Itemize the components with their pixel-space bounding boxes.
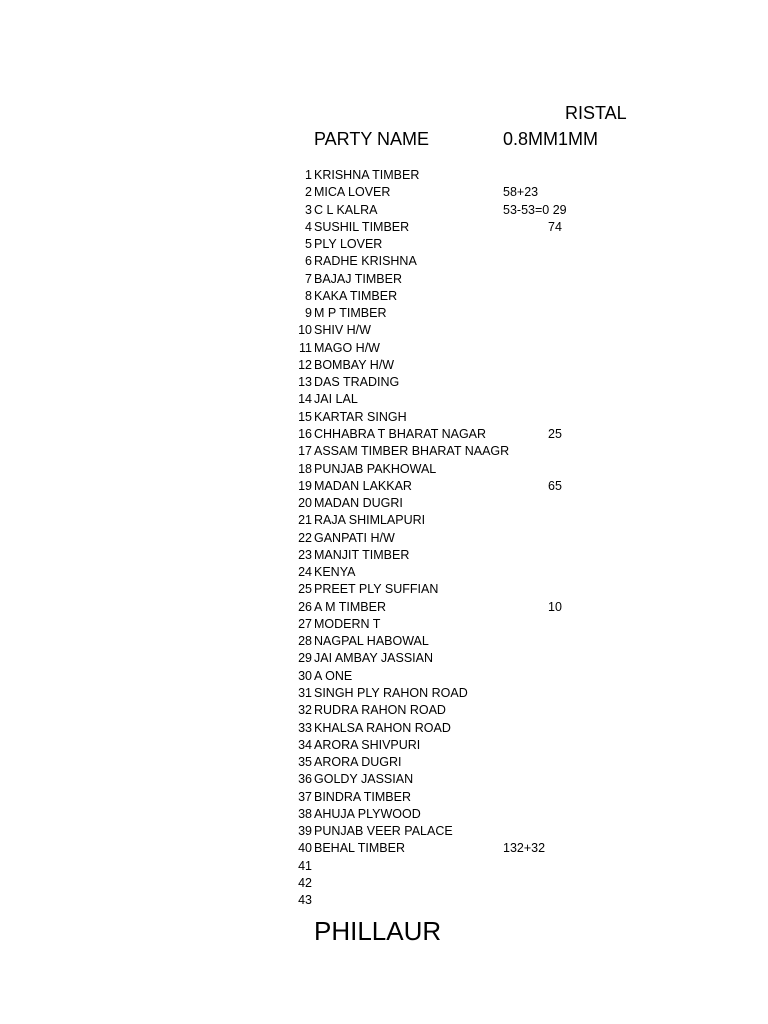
row-number: 39	[298, 824, 312, 839]
list-item	[280, 305, 700, 322]
list-item	[280, 616, 700, 633]
list-item	[280, 581, 700, 598]
value-1mm: 74	[548, 219, 562, 234]
party-name: BAJAJ TIMBER	[314, 271, 402, 286]
party-name: KHALSA RAHON ROAD	[314, 720, 451, 735]
party-name: ARORA SHIVPURI	[314, 737, 421, 752]
party-name: PUNJAB PAKHOWAL	[314, 461, 437, 476]
party-name: SUSHIL TIMBER	[314, 219, 410, 234]
row-number: 15	[298, 409, 312, 424]
party-name: ASSAM TIMBER BHARAT NAAGR	[314, 444, 510, 459]
list-item	[280, 167, 700, 184]
party-name: MICA LOVER	[314, 185, 391, 200]
row-number: 37	[298, 789, 312, 804]
party-name: RADHE KRISHNA	[314, 254, 417, 269]
list-item	[280, 737, 700, 754]
list-item	[280, 236, 700, 253]
party-name: C L KALRA	[314, 202, 378, 217]
list-item	[280, 478, 700, 495]
row-number: 7	[305, 271, 312, 286]
party-name: MANJIT TIMBER	[314, 547, 410, 562]
party-name: GANPATI H/W	[314, 530, 395, 545]
list-item	[280, 892, 700, 909]
list-item	[280, 495, 700, 512]
value-0-8mm: 53-53=0 29	[503, 202, 567, 217]
party-name: ARORA DUGRI	[314, 755, 402, 770]
row-number: 8	[305, 288, 312, 303]
party-name: KRISHNA TIMBER	[314, 168, 420, 182]
row-number: 35	[298, 755, 312, 770]
list-item	[280, 875, 700, 892]
row-number: 42	[298, 875, 312, 890]
row-number: 28	[298, 634, 312, 649]
party-name: BINDRA TIMBER	[314, 789, 412, 804]
row-number: 25	[298, 582, 312, 597]
row-number: 27	[298, 616, 312, 631]
party-name: SINGH PLY RAHON ROAD	[314, 685, 468, 700]
list-item	[280, 633, 700, 650]
thickness-heading: 0.8MM1MM	[503, 129, 599, 149]
footer-title: PHILLAUR	[314, 916, 442, 946]
row-number: 43	[298, 893, 312, 908]
party-name: AHUJA PLYWOOD	[314, 806, 421, 821]
row-number: 14	[298, 392, 312, 407]
row-number: 19	[298, 478, 312, 493]
ristal-heading: RISTAL	[565, 103, 627, 123]
party-name: KENYA	[314, 565, 356, 580]
list-item	[280, 806, 700, 823]
list-item	[280, 530, 700, 547]
party-name: M P TIMBER	[314, 306, 387, 321]
party-name: SHIV H/W	[314, 323, 371, 338]
party-name: JAI AMBAY JASSIAN	[314, 651, 434, 666]
list-item	[280, 858, 700, 875]
list-item	[280, 668, 700, 685]
row-number: 10	[298, 323, 312, 338]
list-item	[280, 823, 700, 840]
row-number: 6	[305, 254, 312, 269]
party-name: CHHABRA T BHARAT NAGAR	[314, 426, 487, 441]
row-number: 38	[298, 806, 312, 821]
list-item	[280, 202, 700, 219]
list-item	[280, 650, 700, 667]
party-name-heading: PARTY NAME	[314, 129, 430, 149]
party-name: A M TIMBER	[314, 599, 387, 614]
party-name: A ONE	[314, 668, 353, 683]
row-number: 41	[298, 858, 312, 873]
row-number: 31	[298, 685, 312, 700]
list-item	[280, 461, 700, 478]
row-number: 26	[298, 599, 312, 614]
party-name: MADAN LAKKAR	[314, 478, 412, 493]
list-item	[280, 184, 700, 201]
list-item	[280, 357, 700, 374]
row-number: 40	[298, 841, 312, 856]
party-name: KAKA TIMBER	[314, 288, 398, 303]
row-number: 4	[305, 219, 312, 234]
list-item	[280, 426, 700, 443]
row-number: 9	[305, 306, 312, 321]
row-number: 17	[298, 444, 312, 459]
list-item	[280, 840, 700, 857]
party-name: RUDRA RAHON ROAD	[314, 703, 446, 718]
party-name: MAGO H/W	[314, 340, 380, 355]
list-item	[280, 702, 700, 719]
row-number: 36	[298, 772, 312, 787]
row-number: 2	[305, 185, 312, 200]
row-number: 22	[298, 530, 312, 545]
party-name: MODERN T	[314, 616, 381, 631]
party-name: MADAN DUGRI	[314, 496, 403, 511]
row-number: 1	[305, 168, 312, 182]
party-name: DAS TRADING	[314, 375, 400, 390]
list-item	[280, 443, 700, 460]
party-name: KARTAR SINGH	[314, 409, 407, 424]
row-number: 24	[298, 565, 312, 580]
party-name: PLY LOVER	[314, 237, 383, 252]
row-number: 11	[299, 340, 312, 355]
list-item	[280, 288, 700, 305]
party-name: RAJA SHIMLAPURI	[314, 513, 426, 528]
list-item	[280, 253, 700, 270]
party-name: PUNJAB VEER PALACE	[314, 824, 453, 839]
list-item	[280, 512, 700, 529]
row-number: 23	[298, 547, 312, 562]
row-number: 29	[298, 651, 312, 666]
row-number: 20	[298, 496, 312, 511]
list-item	[280, 322, 700, 339]
list-item	[280, 219, 700, 236]
list-item	[280, 720, 700, 737]
value-0-8mm: 58+23	[503, 185, 539, 200]
list-item	[280, 599, 700, 616]
list-item	[280, 685, 700, 702]
list-item	[280, 564, 700, 581]
list-item	[280, 771, 700, 788]
value-1mm: 10	[548, 599, 562, 614]
list-item	[280, 754, 700, 771]
party-name: JAI LAL	[314, 392, 358, 407]
row-number: 18	[298, 461, 312, 476]
row-number: 3	[305, 202, 312, 217]
value-1mm: 25	[548, 426, 562, 441]
party-list	[280, 167, 700, 909]
row-number: 21	[298, 513, 312, 528]
row-number: 12	[298, 357, 312, 372]
list-item	[280, 391, 700, 408]
row-number: 34	[298, 737, 312, 752]
party-name: PREET PLY SUFFIAN	[314, 582, 439, 597]
row-number: 32	[298, 703, 312, 718]
list-item	[280, 789, 700, 806]
row-number: 33	[298, 720, 312, 735]
row-number: 30	[298, 668, 312, 683]
party-name: BOMBAY H/W	[314, 357, 395, 372]
value-1mm: 65	[548, 478, 562, 493]
list-item	[280, 340, 700, 357]
party-name: NAGPAL HABOWAL	[314, 634, 429, 649]
row-number: 13	[298, 375, 312, 390]
value-0-8mm: 132+32	[503, 841, 546, 856]
list-item	[280, 374, 700, 391]
party-name: BEHAL TIMBER	[314, 841, 405, 856]
list-item	[280, 547, 700, 564]
list-item	[280, 271, 700, 288]
row-number: 16	[298, 426, 312, 441]
list-item	[280, 409, 700, 426]
party-name: GOLDY JASSIAN	[314, 772, 414, 787]
row-number: 5	[305, 237, 312, 252]
